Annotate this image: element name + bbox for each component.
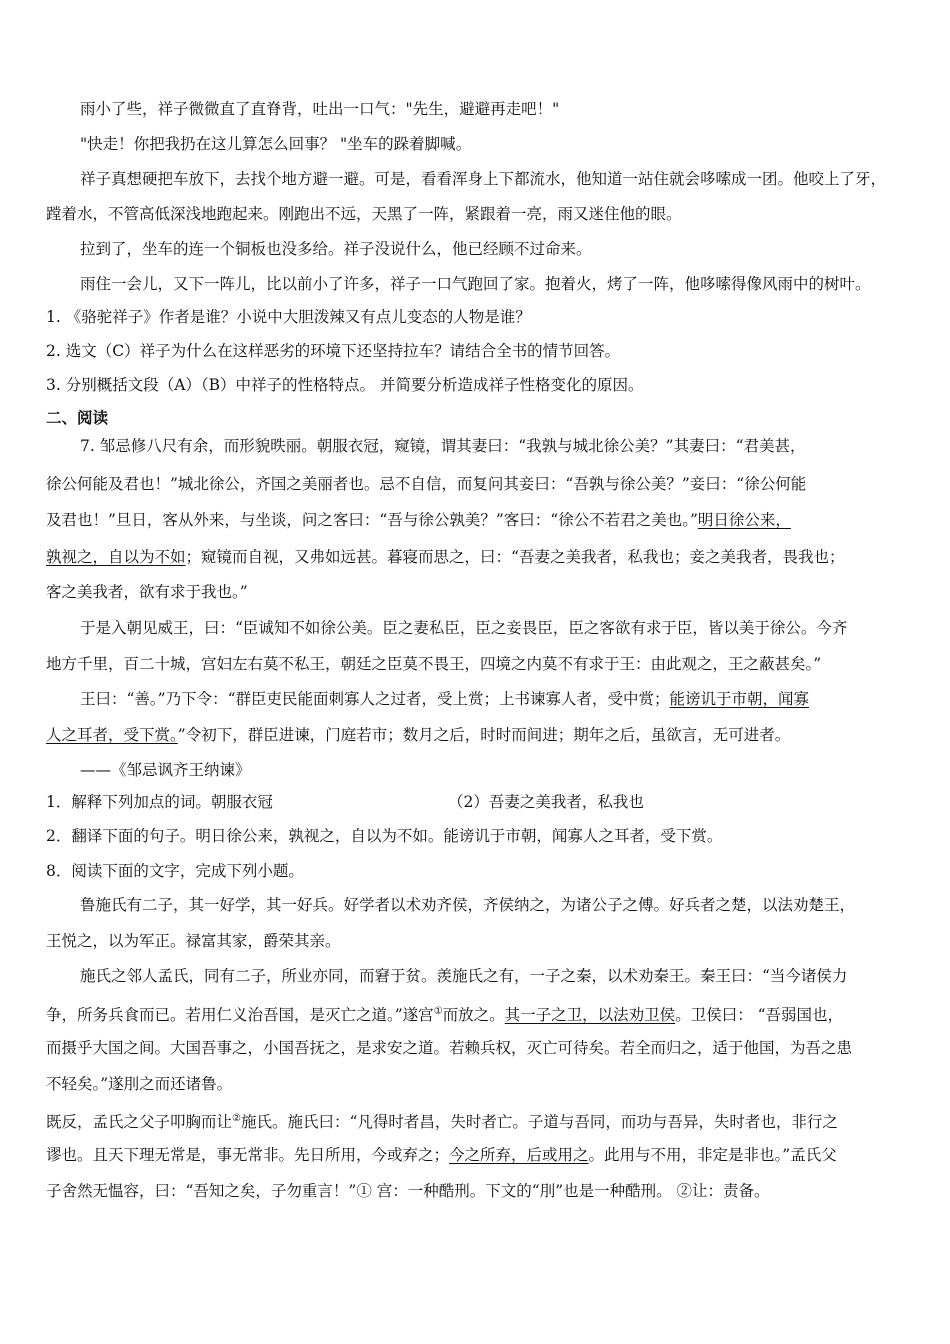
q8-paragraph-2-line-4: 不轻矣。”遂刖之而还诸鲁。 xyxy=(46,1075,233,1093)
passage-c-paragraph-4: 拉到了，坐车的连一个铜板也没多给。祥子没说什么，他已经顾不过命来。 xyxy=(80,240,592,258)
underlined-sentence: 今之所弃，后或用之 xyxy=(449,1146,589,1164)
question-3: 3. 分别概括文段（A）（B）中祥子的性格特点。 并简要分析造成祥子性格变化的原因。 xyxy=(46,376,644,394)
q8-paragraph-3-line-2 xyxy=(46,1145,837,1165)
q7-paragraph-2-line-2: 地方千里，百二十城，宫妇左右莫不私王，朝廷之臣莫不畏王，四境之内莫不有求于王：由此观之，王之蔽甚矣。” xyxy=(46,655,822,673)
q8-text: 既反，孟氏之父子叩胸而让 xyxy=(46,1113,233,1132)
q8-paragraph-3-line-1 xyxy=(46,1109,838,1132)
q8-text: 争，所务兵食而已。若用仁义治吾国，是灭亡之道。”遂宫 xyxy=(46,1006,434,1025)
section-title: 二、阅读 xyxy=(46,408,109,427)
q8-text: 。此用与不用，非定是非也。”孟氏父 xyxy=(588,1146,837,1164)
underlined-sentence: 能谤讥于市朝，闻寡 xyxy=(669,690,810,708)
q7-question-1a: 1．解释下列加点的词。朝服衣冠 xyxy=(46,793,273,811)
q8-paragraph-2-line-1: 施氏之邻人孟氏，同有二子，所业亦同，而窘于贫。羡施氏之有，一子之秦，以术劝秦王。秦王曰：“当今诸侯力 xyxy=(80,967,848,985)
q8-paragraph-1-line-1: 鲁施氏有二子，其一好学，其一好兵。好学者以术劝齐侯，齐侯纳之，为诸公子之傅。好兵者之楚，以法劝楚王， xyxy=(80,896,856,914)
q8-paragraph-3-line-3: 子舍然无愠容，曰：“吾知之矣，子勿重言！”① 宫：一种酷刑。下文的“刖”也是一种酷刑。 ②让：责备。 xyxy=(46,1182,770,1200)
q7-paragraph-3-line-1 xyxy=(80,689,809,709)
q7-text: ”令初下，群臣进谏，门庭若市；数月之后，时时而间进；期年之后，虽欲言，无可进者。 xyxy=(177,726,791,744)
q7-paragraph-3-line-2 xyxy=(46,725,790,745)
question-2: 2. 选文（C）祥子为什么在这样恶劣的环境下还坚持拉车？请结合全书的情节回答。 xyxy=(46,342,621,360)
q8-text: 施氏。施氏曰：“凡得时者昌，失时者亡。子道与吾同，而功与吾异，失时者也，非行之 xyxy=(240,1113,838,1132)
passage-c-paragraph-3-line-2: 蹚着水，不管高低深浅地跑起来。刚跑出不远，天黑了一阵，紧跟着一亮，雨又迷住他的眼。 xyxy=(46,205,682,223)
q8-paragraph-2-line-2 xyxy=(46,1002,843,1025)
q8-paragraph-2-line-3: 而摄乎大国之间。大国吾事之，小国吾抚之，是求安之道。若赖兵权，灭亡可待矣。若全而归之，适于他国，为吾之患 xyxy=(46,1039,853,1057)
q7-paragraph-2-line-1: 于是入朝见威王，曰：“臣诚知不如徐公美。臣之妻私臣，臣之妾畏臣，臣之客欲有求于臣，皆以美于徐公。今齐 xyxy=(80,619,848,637)
underlined-sentence: 明日徐公来， xyxy=(697,511,791,529)
q8-text: 。卫侯曰： “吾弱国也， xyxy=(675,1006,844,1025)
footnote-marker: ① xyxy=(433,1006,443,1017)
q7-question-2: 2．翻译下面的句子。明日徐公来，孰视之，自以为不如。能谤讥于市朝，闻寡人之耳者，受下赏。 xyxy=(46,827,723,845)
q7-text: 王曰：“善。”乃下令：“群臣吏民能面刺寡人之过者，受上赏；上书谏寡人者，受中赏； xyxy=(80,690,670,708)
q7-paragraph-1-line-1: 7. 邹忌修八尺有余，而形貌昳丽。朝服衣冠，窥镜，谓其妻曰：“我孰与城北徐公美？”其妻曰：“君美甚， xyxy=(80,437,806,455)
q8-text: 而放之。 xyxy=(442,1006,505,1025)
passage-c-paragraph-2: "快走！你把我扔在这儿算怎么回事？ "坐车的跺着脚喊。 xyxy=(80,135,472,153)
question-1: 1. 《骆驼祥子》作者是谁？小说中大胆泼辣又有点儿变态的人物是谁？ xyxy=(46,308,531,326)
q7-paragraph-1-line-4 xyxy=(46,547,844,567)
underlined-sentence: 孰视之，自以为不如 xyxy=(46,548,186,566)
underlined-sentence: 其一子之卫，以法劝卫侯 xyxy=(504,1006,676,1025)
underlined-sentence: 人之耳者，受下赏。 xyxy=(46,726,178,744)
q8-title: 8．阅读下面的文字，完成下列小题。 xyxy=(46,862,304,880)
q7-question-1b: （2）吾妻之美我者，私我也 xyxy=(448,793,644,811)
passage-c-paragraph-5: 雨住一会儿，又下一阵儿，比以前小了许多，祥子一口气跑回了家。抱着火，烤了一阵，他哆嗦得像风雨中的树叶。 xyxy=(80,275,871,293)
q7-paragraph-1-line-2: 徐公何能及君也！”城北徐公，齐国之美丽者也。忌不自信，而复问其妾曰：“吾孰与徐公美？”妾曰：“徐公何能 xyxy=(46,475,807,493)
q8-paragraph-1-line-2: 王悦之，以为军正。禄富其家，爵荣其亲。 xyxy=(46,932,341,950)
footnote-marker: ② xyxy=(232,1113,241,1124)
passage-c-paragraph-1: 雨小了些，祥子微微直了直脊背，吐出一口气："先生，避避再走吧！" xyxy=(80,100,560,118)
q7-text: 及君也！”旦日，客从外来，与坐谈，问之客曰：“吾与徐公孰美？”客曰：“徐公不若君之美也。” xyxy=(46,511,698,529)
q8-text: 谬也。且天下理无常是，事无常非。先日所用，今或弃之； xyxy=(46,1146,450,1164)
passage-c-paragraph-3-line-1: 祥子真想硬把车放下，去找个地方避一避。可是，看看浑身上下都流水，他知道一站住就会哆嗦成一团。他咬上了牙， xyxy=(80,170,887,188)
q7-paragraph-1-line-5: 客之美我者，欲有求于我也。” xyxy=(46,583,248,601)
q7-paragraph-1-line-3 xyxy=(46,510,791,530)
q7-text: ；窥镜而自视，又弗如远甚。暮寝而思之，曰：“吾妻之美我者，私我也；妾之美我者，畏我也； xyxy=(185,548,845,566)
q7-source: ——《邹忌讽齐王纳谏》 xyxy=(80,761,251,779)
